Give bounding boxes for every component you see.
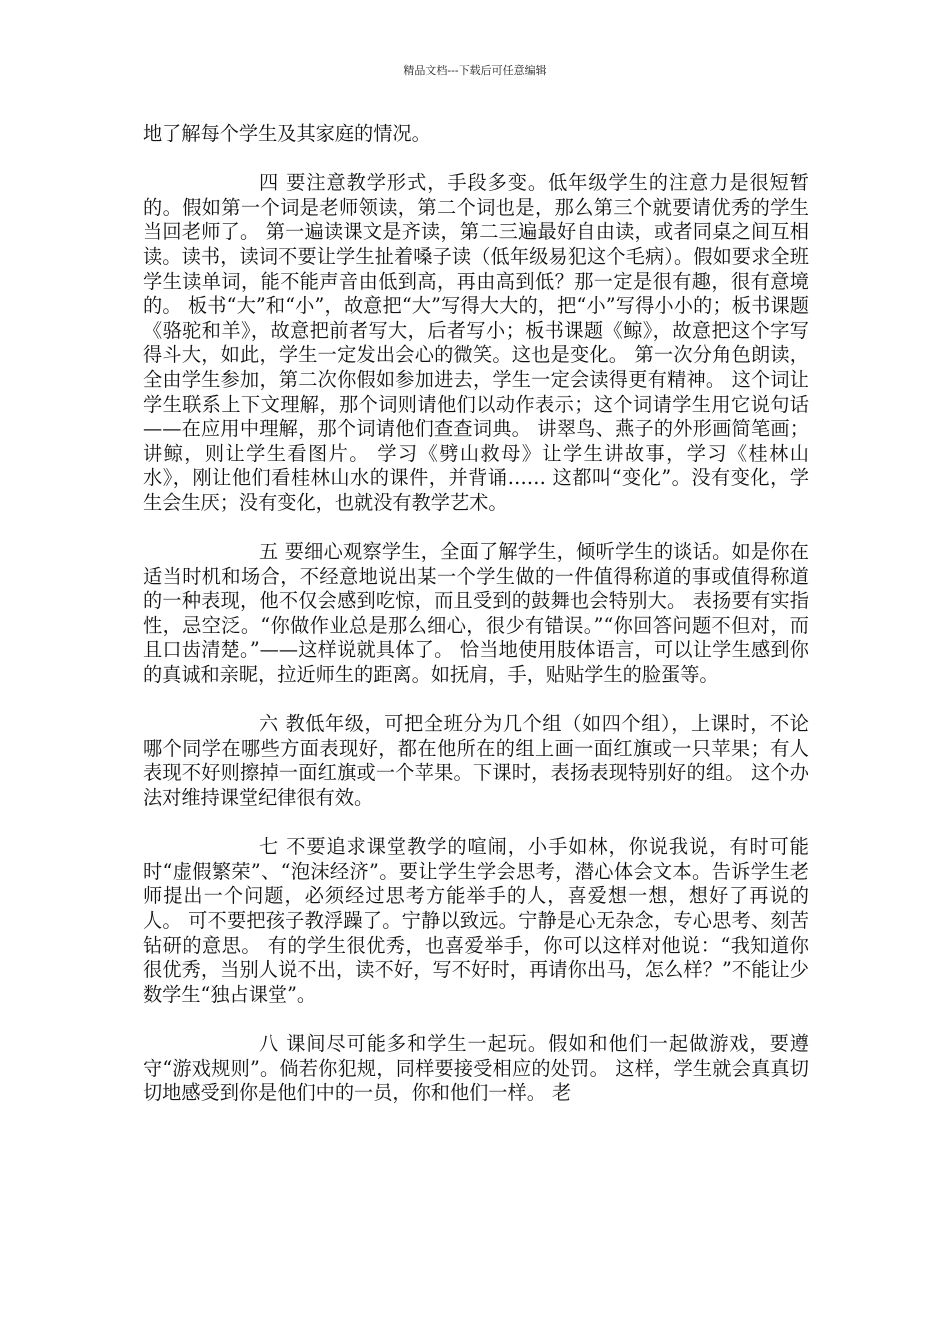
page-header: 精品文档---下载后可任意编辑 [403, 64, 547, 77]
paragraph-continuation: 地了解每个学生及其家庭的情况。 [143, 122, 431, 145]
paragraph-item-4: 四 要注意教学形式，手段多变。低年级学生的注意力是很短暂的。假如第一个词是老师领读，第二个词也是，那么第三个就要请优秀的学生当回老师了。 第一遍读课文是齐读，第二三遍最好自由读，或者同桌之间互相读。读书，读词不要让学生扯着嗓子读（低年级易犯这个毛病）。假如要求全班学生读单词，能不能声音由低到高，再由高到低？那一定是很有趣，很有意境的。 板书“大”和“小”，故意把“大”写得大大的，把“小”写得小小的；板书课题《骆驼和羊》，故意把前者写大，后者写小；板书课题《鲸》，故意把这个字写得斗大，如此，学生一定发出会心的微笑。这也是变化。 第一次分角色朗读，全由学生参加，第二次你假如参加进去，学生一定会读得更有精神。 这个词让学生联系上下文理解，那个词则请他们以动作表示；这个词请学生用它说句话——在应用中理解，那个词请他们查查词典。 讲翠鸟、燕子的外形画简笔画；讲鲸，则让学生看图片。 学习《劈山救母》让学生讲故事，学习《桂林山水》，刚让他们看桂林山水的课件，并背诵…… 这都叫“变化”。没有变化，学生会生厌；没有变化，也就没有教学艺术。 [143, 171, 809, 514]
document-body [143, 122, 809, 1106]
paragraph-item-8: 八 课间尽可能多和学生一起玩。假如和他们一起做游戏，要遵守“游戏规则”。倘若你犯规，同样要接受相应的处罚。 这样，学生就会真真切切地感受到你是他们中的一员，你和他们一样。 老 [143, 1031, 809, 1105]
paragraph-item-6: 六 教低年级，可把全班分为几个组（如四个组），上课时，不论哪个同学在哪些方面表现好，都在他所在的组上画一面红旗或一只苹果；有人表现不好则擦掉一面红旗或一个苹果。下课时，表扬表现特别好的组。 这个办法对维持课堂纪律很有效。 [143, 712, 809, 810]
paragraph-item-5: 五 要细心观察学生，全面了解学生，倾听学生的谈话。如是你在适当时机和场合，不经意地说出某一个学生做的一件值得称道的事或值得称道的一种表现，他不仅会感到吃惊，而且受到的鼓舞也会特别大。 表扬要有实指性，忌空泛。“你做作业总是那么细心，很少有错误。”“你回答问题不但对，而且口齿清楚。”——这样说就具体了。 恰当地使用肢体语言，可以让学生感到你的真诚和亲昵，拉近师生的距离。如抚肩，手，贴贴学生的脸蛋等。 [143, 540, 809, 687]
paragraph-item-7: 七 不要追求课堂教学的喧闹，小手如林，你说我说，有时可能时“虚假繁荣”、“泡沫经济”。要让学生学会思考，潜心体会文本。告诉学生老师提出一个问题，必须经过思考方能举手的人，喜爱想一想，想好了再说的人。 可不要把孩子教浮躁了。宁静以致远。宁静是心无杂念，专心思考、刻苦钻研的意思。 有的学生很优秀，也喜爱举手，你可以这样对他说：“我知道你很优秀，当别人说不出，读不好，写不好时，再请你出马，怎么样？”不能让少数学生“独占课堂”。 [143, 835, 809, 1006]
